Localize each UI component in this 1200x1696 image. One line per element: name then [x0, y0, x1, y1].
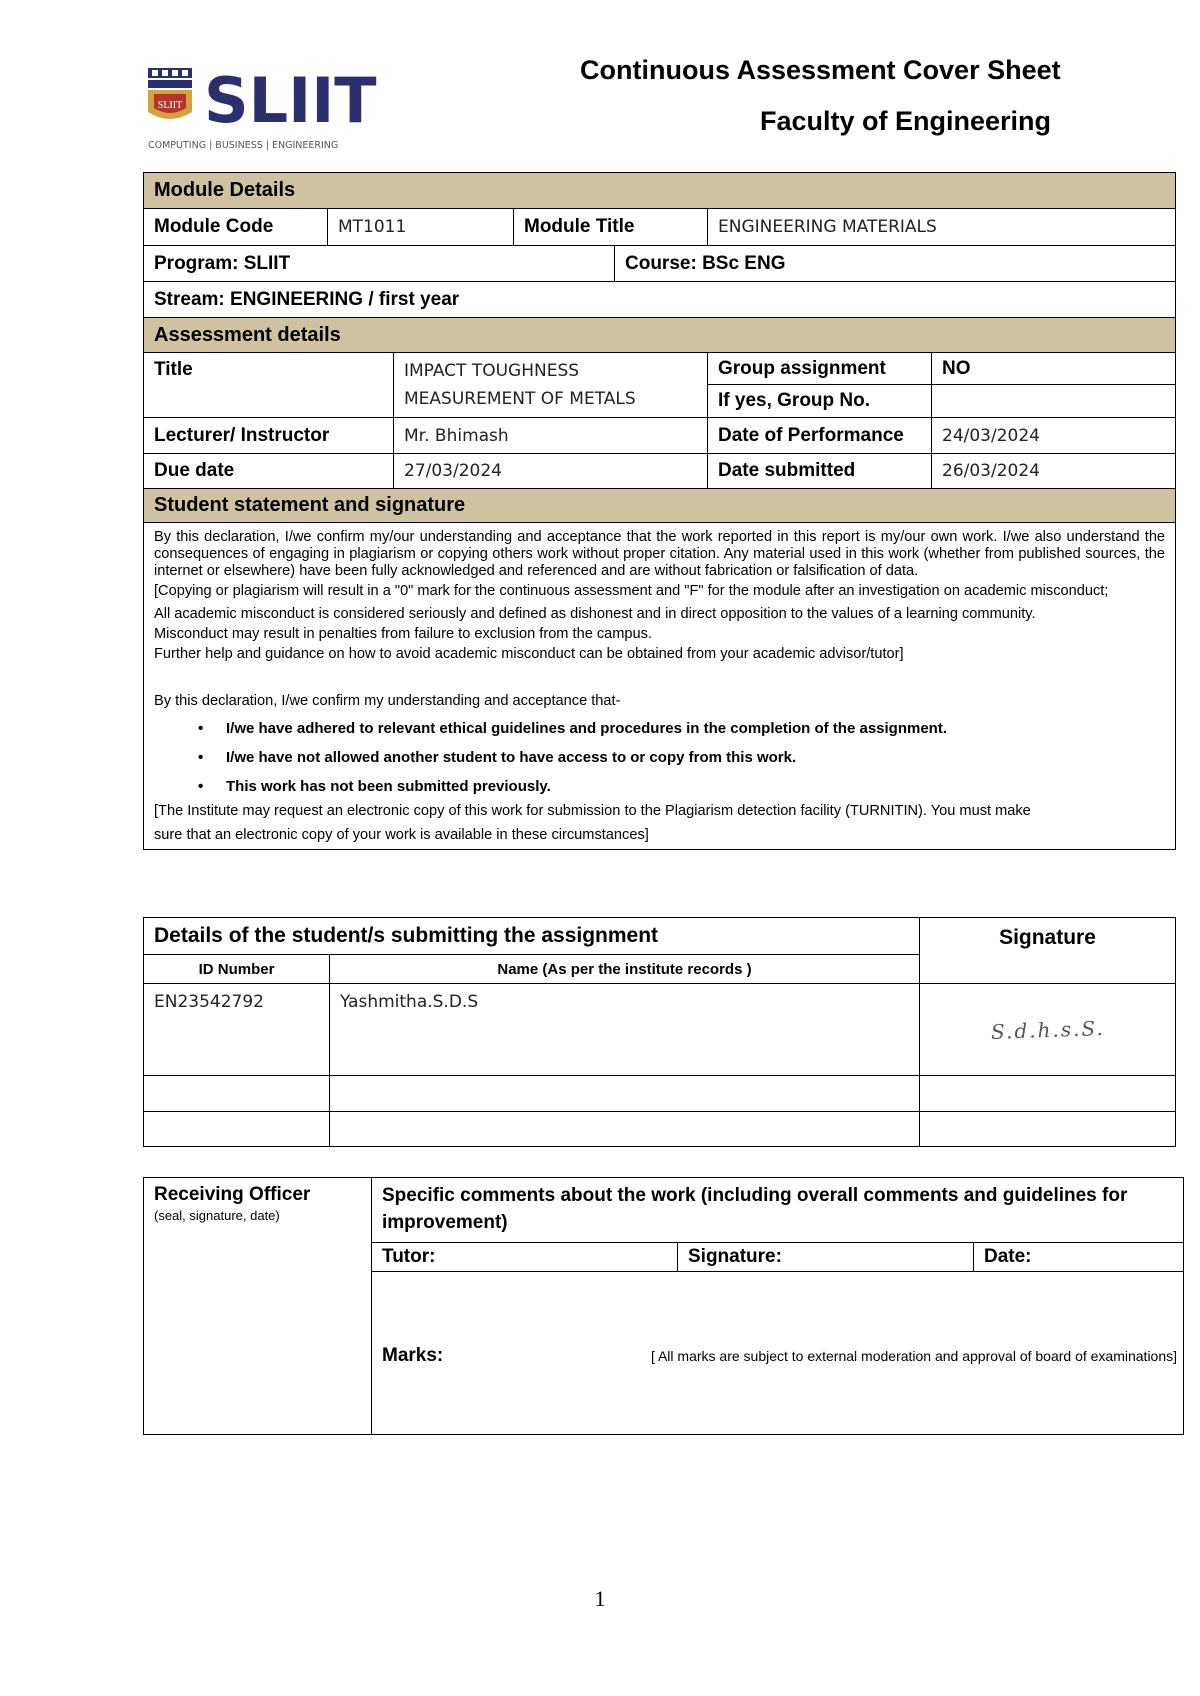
- receiving-officer-sublabel: (seal, signature, date): [154, 1208, 280, 1223]
- logo-wordmark: SLIIT: [204, 64, 377, 137]
- student-signature: [920, 984, 1176, 1076]
- student-id: [144, 1112, 330, 1147]
- students-section-header: Details of the student/s submitting the assignment: [144, 918, 920, 955]
- students-table: [143, 917, 1176, 1147]
- sliit-logo: [146, 64, 406, 156]
- crest-text: SLIIT: [157, 100, 183, 111]
- module-title-label: Module Title: [514, 209, 708, 246]
- table-row: [144, 1076, 1176, 1112]
- tutor-date-label: Date:: [974, 1243, 1184, 1272]
- signature-scribble: S.d.h.s.S.: [990, 1015, 1105, 1044]
- date-of-performance-value: 24/03/2024: [932, 418, 1176, 454]
- tutor-label: Tutor:: [372, 1243, 678, 1272]
- date-submitted-value: 26/03/2024: [932, 454, 1176, 489]
- id-number-header: ID Number: [144, 955, 330, 984]
- assessment-title-line1: IMPACT TOUGHNESS: [404, 361, 580, 381]
- receiving-officer-cell: [144, 1178, 372, 1435]
- stream-field: Stream: ENGINEERING / first year: [144, 282, 1176, 318]
- course-field: Course: BSc ENG: [615, 246, 1176, 282]
- table-row: [144, 1112, 1176, 1147]
- bullet-item: • I/we have adhered to relevant ethical guidelines and procedures in the completion of the assignment.: [154, 714, 1165, 743]
- logo-tagline: COMPUTING | BUSINESS | ENGINEERING: [148, 140, 339, 151]
- student-name: Yashmitha.S.D.S: [330, 984, 920, 1076]
- table-row: [144, 984, 1176, 1076]
- lecturer-label: Lecturer/ Instructor: [144, 418, 394, 454]
- lecturer-value: Mr. Bhimash: [394, 418, 708, 454]
- assessment-title-label: Title: [144, 353, 394, 418]
- statement-para5-line2: sure that an electronic copy of your work is available in these circumstances]: [154, 827, 649, 843]
- date-of-performance-label: Date of Performance: [708, 418, 932, 454]
- group-number-value: [932, 385, 1176, 418]
- student-id: EN23542792: [144, 984, 330, 1076]
- group-number-label: If yes, Group No.: [708, 385, 932, 418]
- group-assignment-value: NO: [932, 353, 1176, 385]
- module-code-value: MT1011: [328, 209, 514, 246]
- receiving-officer-label: Receiving Officer: [154, 1184, 311, 1205]
- bullet-item: • I/we have not allowed another student to have access to or copy from this work.: [154, 743, 1165, 772]
- module-details-header: Module Details: [144, 173, 1176, 209]
- due-date-label: Due date: [144, 454, 394, 489]
- marks-cell: [372, 1272, 1184, 1435]
- student-name: [330, 1112, 920, 1147]
- assessment-title-line2: MEASUREMENT OF METALS: [404, 389, 636, 409]
- receiving-table: [143, 1177, 1184, 1435]
- name-header: Name (As per the institute records ): [330, 955, 920, 984]
- student-statement-header: Student statement and signature: [144, 489, 1176, 523]
- signature-column-header: Signature: [920, 918, 1176, 984]
- date-submitted-label: Date submitted: [708, 454, 932, 489]
- module-code-label: Module Code: [144, 209, 328, 246]
- tutor-signature-label: Signature:: [678, 1243, 974, 1272]
- marks-note: [ All marks are subject to external moderation and approval of board of examinations]: [650, 1348, 1178, 1364]
- statement-para2: [Copying or plagiarism will result in a "0" mark for the continuous assessment and "F" for the module after an investigation on academic misconduct;: [154, 583, 1109, 599]
- statement-para5-line1: [The Institute may request an electronic copy of this work for submission to the Plagiarism detection facility (TURNITIN). You must make: [154, 803, 1031, 819]
- statement-para3-line1: All academic misconduct is considered seriously and defined as dishonest and in direct opposition to the values of a learning community.: [154, 606, 1036, 622]
- assessment-details-header: Assessment details: [144, 318, 1176, 353]
- program-field: Program: SLIIT: [144, 246, 615, 282]
- statement-para4: By this declaration, I/we confirm my understanding and acceptance that-: [154, 693, 621, 709]
- student-statement-body: [144, 523, 1176, 850]
- statement-para3-line2: Misconduct may result in penalties from failure to exclusion from the campus.: [154, 626, 653, 642]
- faculty-title: Faculty of Engineering: [760, 106, 1052, 136]
- page-number: 1: [594, 1586, 606, 1611]
- student-name: [330, 1076, 920, 1112]
- bullet-item: • This work has not been submitted previously.: [154, 772, 1165, 801]
- comments-label: Specific comments about the work (including overall comments and guidelines for improvement): [372, 1178, 1184, 1243]
- document-title: Continuous Assessment Cover Sheet: [580, 55, 1061, 85]
- marks-label: Marks:: [382, 1345, 444, 1366]
- statement-para3-line3: Further help and guidance on how to avoid academic misconduct can be obtained from your academic advisor/tutor]: [154, 646, 904, 662]
- student-signature: [920, 1076, 1176, 1112]
- assessment-title-value: [394, 353, 708, 418]
- declaration-bullets: [154, 714, 1165, 801]
- sliit-logo-graphic: [146, 64, 406, 156]
- student-signature: [920, 1112, 1176, 1147]
- module-table: [143, 172, 1176, 850]
- module-title-value: ENGINEERING MATERIALS: [708, 209, 1176, 246]
- group-assignment-label: Group assignment: [708, 353, 932, 385]
- student-id: [144, 1076, 330, 1112]
- statement-para1: By this declaration, I/we confirm my/our understanding and acceptance that the work reported in this report is my/our own work. I/we also understand the consequences of engaging in plagiarism or copying others work without proper citation. Any material used in this work (whether from published sources, the internet or elsewhere) have been fully acknowledged and referenced and are without fabrication or falsification of data.: [154, 529, 1166, 579]
- due-date-value: 27/03/2024: [394, 454, 708, 489]
